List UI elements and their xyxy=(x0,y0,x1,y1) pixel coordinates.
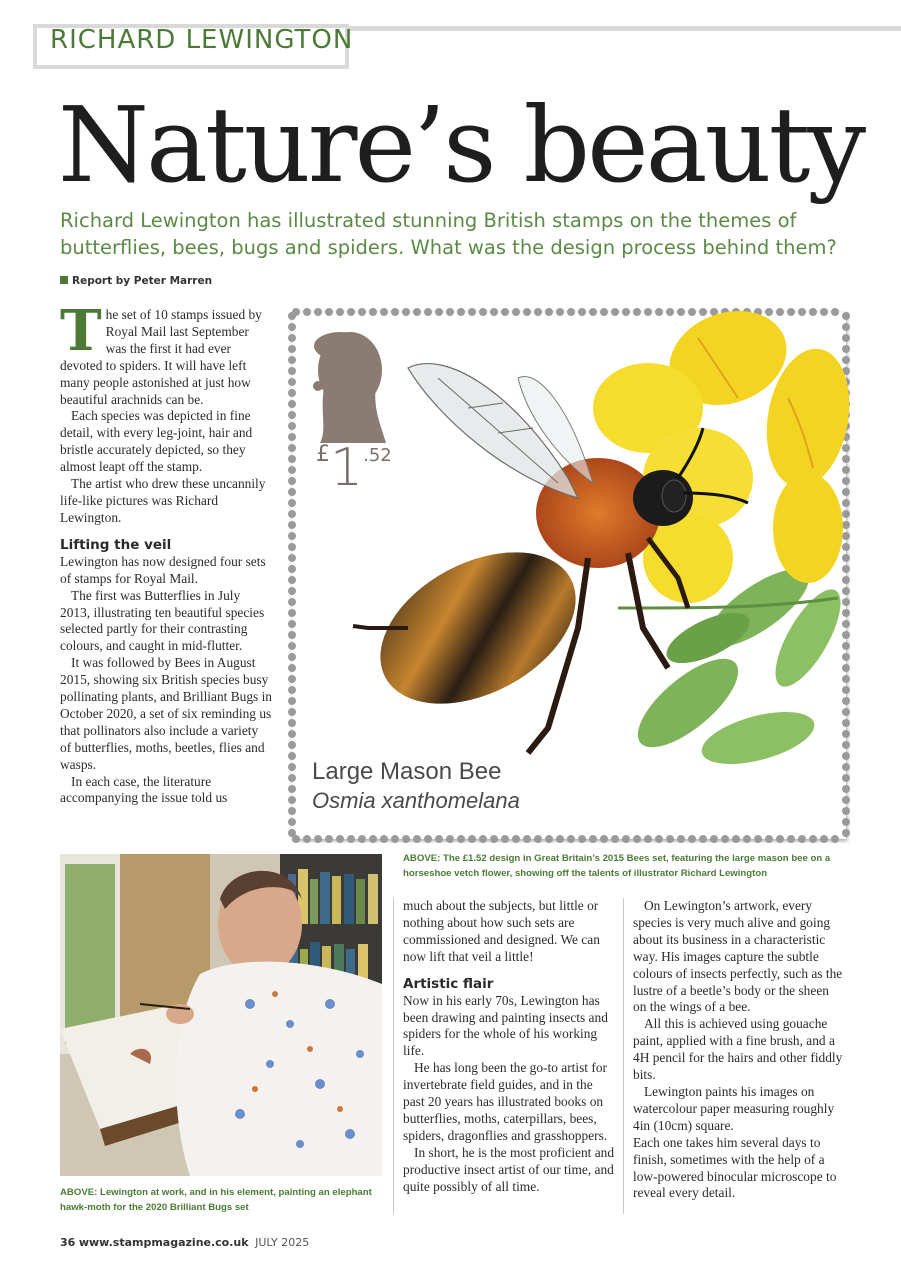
paragraph: All this is achieved using gouache paint, applied with a fine brush, and a 4H pencil for the hairs and other fiddly bits. xyxy=(633,1016,843,1083)
paragraph: much about the subjects, but little or nothing about how such sets are commissioned and designed. We can now lift that veil a little! xyxy=(403,898,600,964)
header-rule xyxy=(348,26,901,31)
subheading: Lifting the veil xyxy=(60,536,172,553)
stamp-caption: ABOVE: The £1.52 design in Great Britain’s 2015 Bees set, featuring the large mason bee on a horseshoe vetch flower, showing off the talents of illustrator Richard Lewington xyxy=(403,853,831,879)
page-footer xyxy=(60,1236,309,1249)
paragraph: Lewington paints his images on watercolour paper measuring roughly 4in (10cm) square. xyxy=(633,1083,835,1133)
paragraph: Each species was depicted in fine detail, with every leg-joint, hair and bristle accurately depicted, so they almost leapt off the stamp. xyxy=(60,408,253,475)
column-divider xyxy=(393,898,394,1214)
article-column-1 xyxy=(60,307,272,847)
stamp-value xyxy=(316,438,392,498)
paragraph: Now in his early 70s, Lewington has been drawing and painting insects and spiders for the whole of his working life. xyxy=(403,992,608,1059)
article-column-2 xyxy=(403,898,615,1220)
stamp-image xyxy=(288,308,850,843)
paragraph-text: he set of 10 stamps issued by Royal Mail last September was the first it had ever devoted to spiders. It will have left many people astonished at just how beautiful arachnids can be. xyxy=(60,307,262,407)
article-column-3 xyxy=(633,898,845,1220)
section-name: RICHARD LEWINGTON xyxy=(50,25,354,55)
paragraph: Each one takes him several days to finish, sometimes with the help of a low-powered binocular microscope to reveal every detail. xyxy=(633,1134,837,1201)
paragraph: In short, he is the most proficient and productive insect artist of our time, and quite possibly of all time. xyxy=(403,1144,615,1194)
website-link[interactable]: www.stampmagazine.co.uk xyxy=(78,1236,249,1249)
standfirst: Richard Lewington has illustrated stunning British stamps on the themes of butterflies, bees, bugs and spiders. What was the design process behind them? xyxy=(60,209,837,259)
value-fraction: .52 xyxy=(363,445,392,466)
stamp-latin-name: Osmia xanthomelana xyxy=(312,788,520,813)
byline-text: Report by Peter Marren xyxy=(72,275,213,287)
subheading: Artistic flair xyxy=(403,975,494,992)
paragraph: The first was Butterflies in July 2013, illustrating ten beautiful species selected partly for their contrasting colours, and caught in mid-flutter. xyxy=(60,587,265,654)
drop-cap: T xyxy=(60,307,102,364)
paragraph: In each case, the literature accompanying the issue told us xyxy=(60,773,228,806)
stamp-common-name: Large Mason Bee xyxy=(312,758,502,785)
paragraph: Lewington has now designed four sets of stamps for Royal Mail. xyxy=(60,553,266,586)
paragraph: On Lewington’s artwork, every species is very much alive and going about its business in a characteristic way. His images capture the subtle colours of insects perfectly, such as the lustre of a beetle’s body or the sheen on the wings of a bee. xyxy=(633,898,843,1015)
paragraph: It was followed by Bees in August 2015, showing six British species busy pollinating plants, and Brilliant Bugs in October 2020, a set of six reminding us that pollinators also include a variety of butterflies, moths, beetles, flies and wasps. xyxy=(60,655,272,772)
paragraph: The artist who drew these uncannily life-like pictures was Richard Lewington. xyxy=(60,476,266,525)
paragraph: He has long been the go-to artist for invertebrate field guides, and in the past 20 years has illustrated books on butterflies, moths, caterpillars, bees, spiders, dragonflies and grasshoppers. xyxy=(403,1060,608,1143)
artist-photo-illustration xyxy=(60,854,382,1176)
headline: Nature’s beauty xyxy=(58,84,864,206)
issue-date: JULY 2025 xyxy=(255,1236,310,1249)
queen-silhouette xyxy=(313,332,386,443)
value-currency: £ xyxy=(316,442,330,467)
value-main: 1 xyxy=(330,438,364,498)
page-number: 36 xyxy=(60,1236,76,1249)
photo-caption: ABOVE: Lewington at work, and in his element, painting an elephant hawk-moth for the 2020 Brilliant Bugs set xyxy=(60,1187,372,1213)
artist-photo xyxy=(60,854,382,1176)
byline xyxy=(60,275,212,287)
column-divider xyxy=(623,898,624,1214)
byline-marker xyxy=(60,276,68,284)
paragraph xyxy=(60,307,272,408)
